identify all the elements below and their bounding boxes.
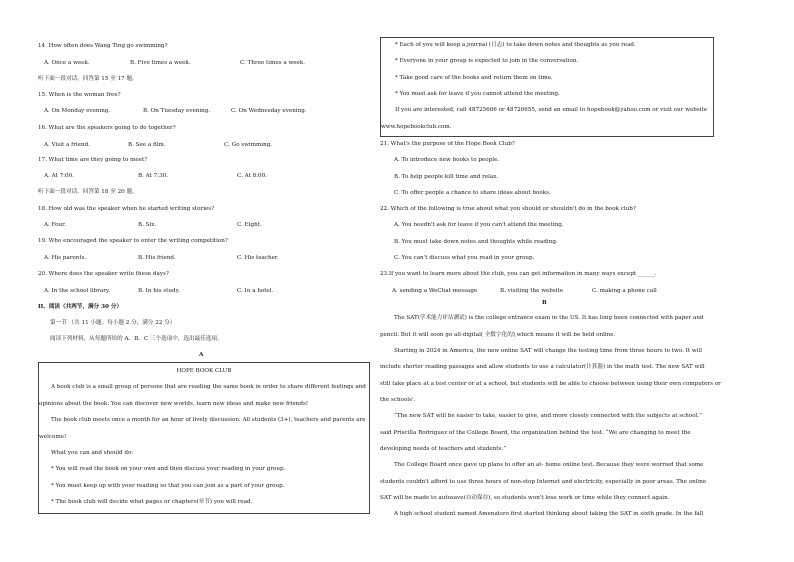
passage-text: Starting in 2024 in America, the new online SAT will change the testing time from three hours to two. It will [394,348,703,354]
option-c: C. On Wednesday evening. [231,108,307,114]
notice-rule: * You must ask for leave if you cannot attend the meeting. [395,91,560,97]
option-c: C. making a phone call [592,288,657,294]
option-a: A. Once a week. [44,60,90,66]
option-b: B. In his study. [138,288,180,294]
option-c: C. You can't discuss what you read in your group. [394,255,535,261]
question-17: 17. What time are they going to meet? [38,157,148,163]
option-b: B. Six. [138,222,157,228]
notice-rule: * You must keep up with your reading so that you can join as a part of your group. [51,483,285,489]
option-c: C. His teacher. [237,255,279,261]
question-14: 14. How often does Wang Ting go swimming? [38,43,168,49]
notice-rule: * The book club will decide what pages or chapters(章节) you will read. [51,499,253,505]
passage-text: “The new SAT will be easier to take, easier to give, and more closely connected with the subjects at school.” [394,413,702,419]
option-b: B. His friend. [138,255,176,261]
part-heading: 第一节 （共 11 小题；每小题 2 分，满分 22 分） [50,320,176,326]
option-b: B. See a film. [128,142,166,148]
option-c: C. Go swimming. [224,142,273,148]
passage-text: The College Board once gave up plans to offer an at- home online test. Because they were worried that some [394,462,704,468]
notice-contact: www.hopebookclub.com. [381,124,452,130]
question-15: 15. When is the woman free? [38,92,121,98]
book-club-notice [38,362,370,514]
question-16: 16. What are the speakers going to do together? [38,125,176,131]
passage-text: The SAT(学术能力评估测试) is the college entrance exam in the US. It has long been connected with paper and [394,315,704,321]
notice-title: HOPE BOOK CLUB [176,368,232,374]
directions: 阅读下列材料，从每题所给的 A、B、C 三个选项中，选出最佳选项。 [50,336,223,342]
option-a: A. In the school library. [44,288,111,294]
passage-text: students couldn't afford to use three hours of non-stop Internet and electricity, especially in poor areas. The online [380,479,707,485]
question-21: 21. What's the purpose of the Hope Book Club? [380,141,515,147]
option-c: C. In a hotel. [237,288,274,294]
question-18: 18. How old was the speaker when he started writing stories? [38,206,215,212]
notice-contact: If you are interested, call 48725666 or 48726655, send an email to hopebook@yahoo.com or visit our website [395,107,708,113]
notice-rule: * Take good care of the books and return them on time. [395,75,553,81]
option-a: A. To introduce new books to people. [394,157,500,163]
notice-text: The book club meets once a month for an hour of lively discussion. All students (3+), teachers and parents are [51,417,366,423]
listening-instruction: 听下面一段对话，回答第 18 至 20 题。 [38,189,138,195]
passage-label: B [542,300,547,306]
notice-text: What you can and should do: [51,450,134,456]
passage-text: developing needs of teachers and students.” [380,446,507,452]
option-c: C. Eight. [237,222,262,228]
section-heading: II、阅读（共两节，满分 30 分） [38,304,123,310]
notice-text: opinions about the book. You can discover new worlds, learn new ideas and make new friends! [39,401,309,407]
question-19: 19. Who encouraged the speaker to enter the writing competition? [38,238,228,244]
option-a: A. On Monday evening. [44,108,111,114]
option-c: C. Three times a week. [240,60,306,66]
notice-rule: * Each of you will keep a journal (日志) to take down notes and thoughts as you read. [395,42,636,48]
notice-text: A book club is a small group of persons that are reading the same book in order to share different feelings and [51,384,366,390]
notice-rule: * You will read the book on your own and then discuss your reading in your group. [51,466,286,472]
option-b: B. On Tuesday evening. [143,108,211,114]
option-a: A. Visit a friend. [44,142,90,148]
option-c: C. To offer people a chance to share ideas about books. [394,190,551,196]
option-b: B. Five times a week. [130,60,191,66]
option-b: B. visiting the website [500,288,564,294]
passage-text: pencil. But it will soon go all-digital( 全数字化的),which means it will be held online. [380,332,616,338]
question-22: 22. Which of the following is true about what you should or shouldn't do in the book club? [380,206,636,212]
passage-text: include shorter reading passages and allow students to use a calculator(计算器) in the math test. The new SAT will [380,364,705,370]
passage-text: the schools'. [380,397,416,403]
option-a: A. You needn't ask for leave if you can't attend the meeting. [394,222,564,228]
question-23: 23.If you want to learn more about the club, you can get information in many ways except ______. [380,271,657,277]
passage-label: A [199,352,204,358]
option-a: A. sending a WeChat message [392,288,478,294]
passage-text: SAT will be made to autosave(自动保存), so students won't lose work or time while they connect again. [380,495,670,501]
option-b: B. At 7:30. [138,173,168,179]
notice-rule: * Everyone in your group is expected to join in the conversation. [395,58,579,64]
option-a: A. Four. [44,222,66,228]
option-c: C. At 8:00. [237,173,267,179]
option-a: A. His parents. [44,255,87,261]
option-b: B. To help people kill time and relax. [394,174,499,180]
question-20: 20. Where does the speaker write these days? [38,271,169,277]
notice-text: welcome! [39,434,67,440]
passage-text: still take place at a test center or at a school, but students will be able to choose between using their own computers or [380,381,721,387]
passage-text: said Priscilla Rodriguez of the College Board, the organization behind the test. “We are changing to meet the [380,430,691,436]
passage-text: A high school student named Amenatsro first started thinking about taking the SAT in sixth grade. In the fall [394,511,704,517]
option-a: A. At 7:00. [44,173,74,179]
listening-instruction: 听下面一段对话，回答第 15 至 17 题。 [38,76,138,82]
option-b: B. You must take down notes and thoughts while reading. [394,239,558,245]
book-club-notice-continued [380,37,714,137]
